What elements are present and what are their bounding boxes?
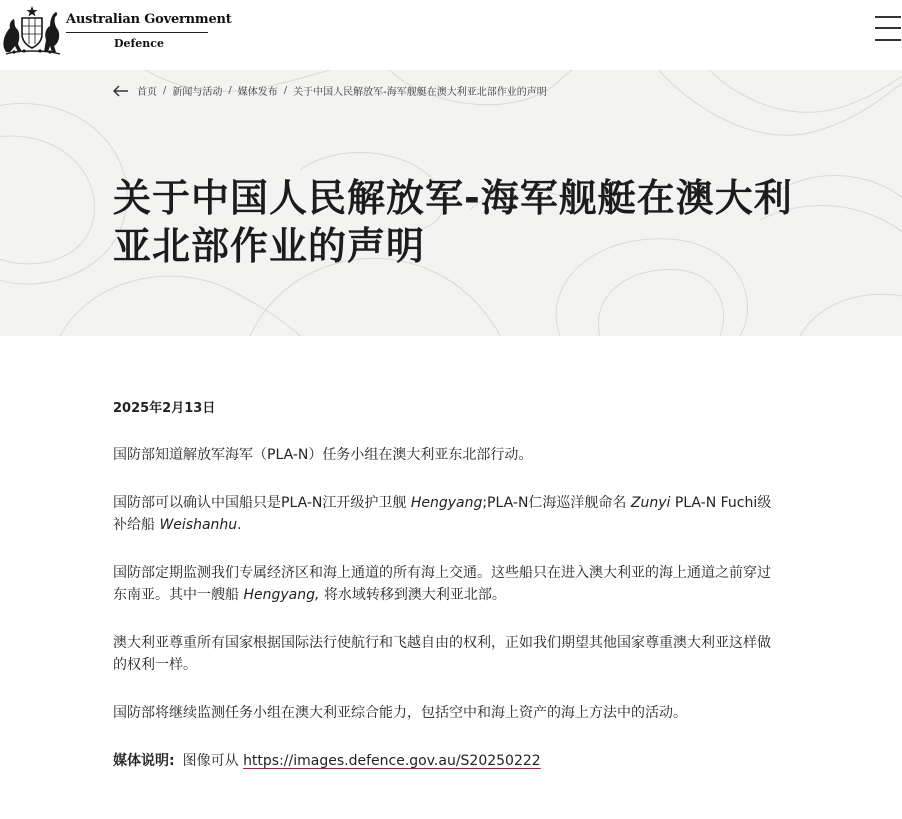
article-paragraph-4: 澳大利亚尊重所有国家根据国际法行使航行和飞越自由的权利，正如我们期望其他国家尊重澳大利亚这样做的权利一样。 (113, 635, 771, 673)
page-title: 关于中国人民解放军-海军舰艇在澳大利亚北部作业的声明 (113, 176, 793, 268)
article-paragraph-5: 国防部将继续监测任务小组在澳大利亚综合能力，包括空中和海上资产的海上方法中的活动。 (113, 705, 687, 721)
article-paragraph-3 (113, 562, 783, 606)
text-segment: . (237, 517, 242, 533)
article-body (113, 398, 783, 798)
hero-banner (0, 70, 902, 336)
ship-name: Zunyi (630, 495, 671, 511)
media-note-text: 图像可从 (182, 753, 239, 769)
breadcrumb-media-releases[interactable]: 媒体发布 (237, 87, 278, 98)
breadcrumb-separator: / (228, 85, 232, 96)
government-name: Australian Government (66, 12, 232, 27)
media-images-link[interactable]: https://images.defence.gov.au/S20250222 (243, 753, 541, 769)
breadcrumb-separator: / (283, 85, 288, 96)
breadcrumb-news[interactable]: 新闻与活动 (172, 87, 223, 98)
publish-date: 2025年2月13日 (113, 401, 216, 416)
article-paragraph-1: 国防部知道解放军海军（PLA-N）任务小组在澳大利亚东北部行动。 (113, 447, 533, 463)
media-note (113, 750, 783, 772)
department-name: Defence (114, 37, 164, 50)
ship-name: Hengyang, (243, 587, 320, 603)
article-paragraph-2 (113, 492, 783, 536)
site-header (0, 0, 902, 70)
text-segment: 国防部可以确认中国船只是PLA-N江开级护卫舰 (113, 495, 411, 511)
breadcrumb-home[interactable]: 首页 (137, 87, 157, 98)
logo-divider (66, 32, 208, 33)
text-segment: 国防部定期监测我们专属经济区和海上通道的所有海上交通。这些船只在进入澳大利亚的海上通道之前穿过东南亚。其中一艘船 (113, 565, 771, 603)
breadcrumb-separator: / (163, 85, 167, 96)
arrow-left-icon[interactable] (113, 85, 129, 97)
coat-of-arms-icon[interactable] (0, 4, 64, 56)
text-segment: PLA-N Fuchi级补给船 (113, 495, 772, 533)
media-note-label: 媒体说明: (113, 753, 175, 769)
hamburger-menu-icon[interactable] (872, 14, 902, 44)
breadcrumb (113, 83, 547, 98)
text-segment: ;PLA-N仁海巡洋舰命名 (482, 495, 631, 511)
text-segment: 将水域转移到澳大利亚北部。 (319, 587, 506, 603)
government-logo-text[interactable] (66, 12, 232, 50)
ship-name: Weishanhu (159, 517, 238, 533)
breadcrumb-current: 关于中国人民解放军-海军舰艇在澳大利亚北部作业的声明 (293, 87, 547, 98)
ship-name: Hengyang (410, 495, 483, 511)
